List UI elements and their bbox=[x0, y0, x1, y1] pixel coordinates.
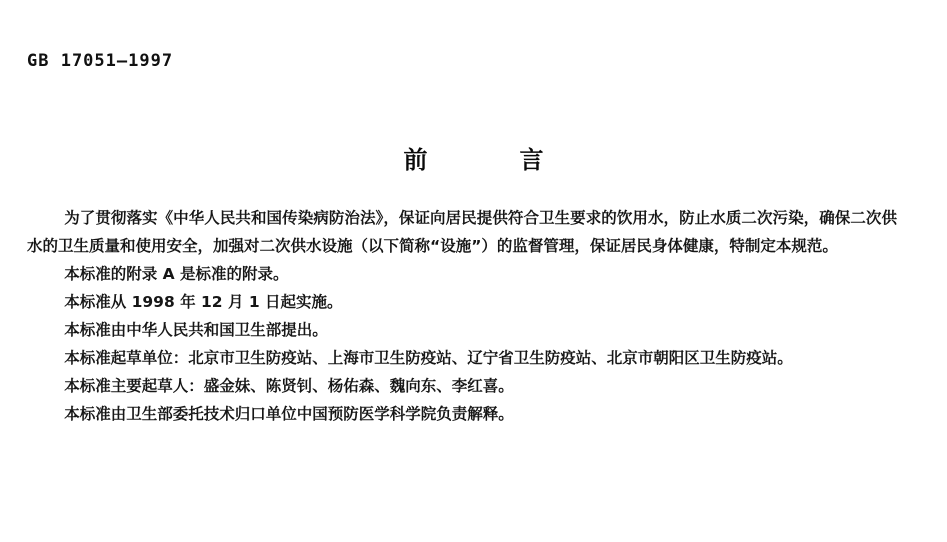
title-char-2: 言 bbox=[519, 146, 544, 174]
paragraph-interpretation: 本标准由卫生部委托技术归口单位中国预防医学科学院负责解释。 bbox=[64, 405, 514, 423]
title-char-1: 前 bbox=[403, 146, 428, 174]
paragraph-drafting-units: 本标准起草单位：北京市卫生防疫站、上海市卫生防疫站、辽宁省卫生防疫站、北京市朝阳区卫生防疫站。 bbox=[64, 349, 793, 367]
paragraph-drafters: 本标准主要起草人：盛金妹、陈贤钊、杨佑森、魏向东、李红喜。 bbox=[64, 377, 514, 395]
paragraph-proposer: 本标准由中华人民共和国卫生部提出。 bbox=[64, 321, 328, 339]
standard-code: GB 17051—1997 bbox=[27, 51, 174, 71]
preface-body bbox=[27, 204, 897, 428]
paragraph-purpose: 为了贯彻落实《中华人民共和国传染病防治法》，保证向居民提供符合卫生要求的饮用水，防止水质二次污染，确保二次供水的卫生质量和使用安全，加强对二次供水设施（以下简称“设施”）的监督管理，保证居民身体健康，特制定本规范。 bbox=[27, 209, 897, 255]
paragraph-effective-date: 本标准从 1998 年 12 月 1 日起实施。 bbox=[64, 293, 343, 311]
page-title bbox=[0, 140, 947, 175]
paragraph-appendix: 本标准的附录 A 是标准的附录。 bbox=[64, 265, 289, 283]
